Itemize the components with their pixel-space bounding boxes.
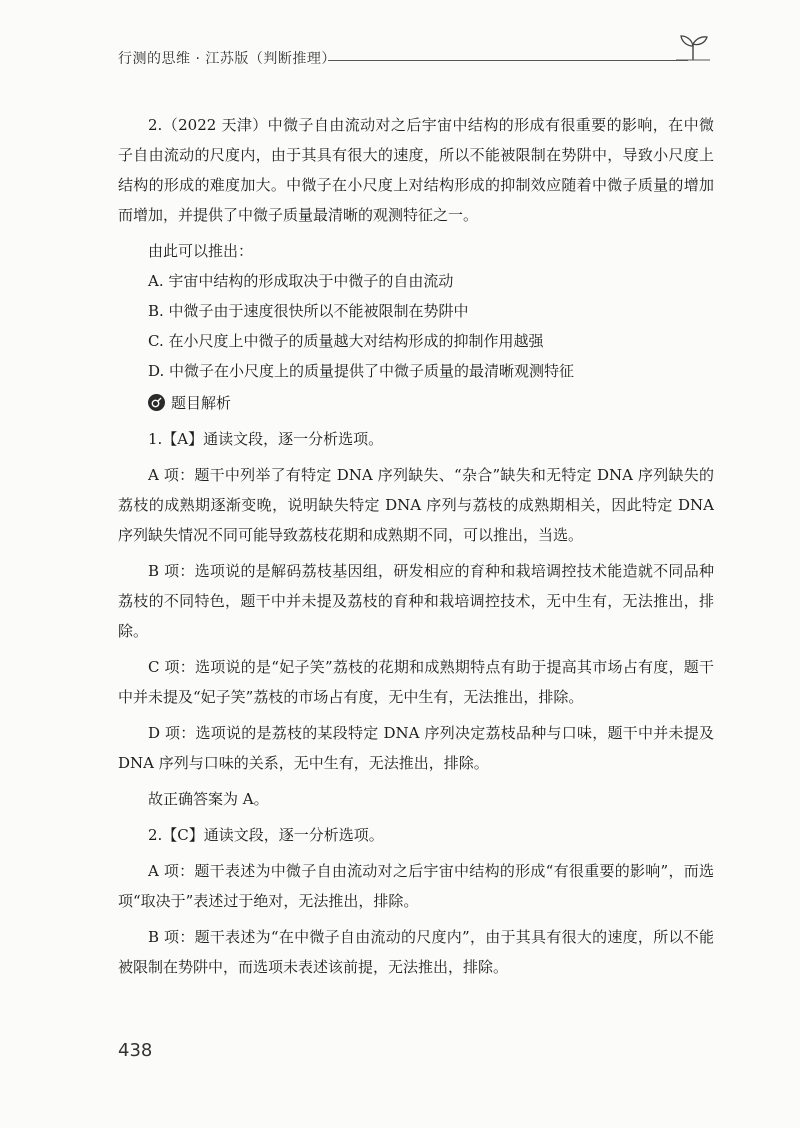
analysis-paragraph: A 项：题干中列举了有特定 DNA 序列缺失、“杂合”缺失和无特定 DNA 序列缺失的荔枝的成熟期逐渐变晚，说明缺失特定 DNA 序列与荔枝的成熟期相关，因此特定 DNA 序列缺失情况不同可能导致荔枝花期和成熟期不同，可以推出，当选。 xyxy=(118,466,714,544)
header-rule xyxy=(328,60,688,61)
analysis-paragraph: D 项：选项说的是荔枝的某段特定 DNA 序列决定荔枝品种与口味，题干中并未提及 DNA 序列与口味的关系，无中生有，无法推出，排除。 xyxy=(118,724,714,772)
question-stem: 2.（2022 天津）中微子自由流动对之后宇宙中结构的形成有很重要的影响，在中微子自由流动的尺度内，由于其具有很大的速度，所以不能被限制在势阱中，导致小尺度上结构的形成的难度加大。中微子在小尺度上对结构形成的抑制效应随着中微子质量的增加而增加，并提供了中微子质量最清晰的观测特征之一。 xyxy=(118,116,714,224)
running-header xyxy=(118,46,718,72)
analysis-paragraph: B 项：选项说的是解码荔枝基因组，研发相应的育种和栽培调控技术能造就不同品种荔枝的不同特色，题干中并未提及荔枝的育种和栽培调控技术，无中生有，无法推出，排除。 xyxy=(118,562,714,640)
option-b: B. 中微子由于速度很快所以不能被限制在势阱中 xyxy=(148,302,469,320)
header-title: 行测的思维 · 江苏版（判断推理） xyxy=(118,51,336,67)
analysis-paragraph: 2.【C】通读文段，逐一分析选项。 xyxy=(148,826,384,844)
analysis-icon xyxy=(148,394,165,411)
analysis-paragraph: 1.【A】通读文段，逐一分析选项。 xyxy=(148,430,384,448)
option-d: D. 中微子在小尺度上的质量提供了中微子质量的最清晰观测特征 xyxy=(148,362,575,380)
page-number: 438 xyxy=(118,1040,153,1061)
option-c: C. 在小尺度上中微子的质量越大对结构形成的抑制作用越强 xyxy=(148,332,544,350)
sprout-icon xyxy=(676,32,710,62)
page-content xyxy=(118,110,714,982)
analysis-heading-text: 题目解析 xyxy=(171,394,232,412)
analysis-paragraph: 故正确答案为 A。 xyxy=(148,790,269,808)
option-a: A. 宇宙中结构的形成取决于中微子的自由流动 xyxy=(148,272,454,290)
analysis-heading xyxy=(118,388,714,418)
analysis-paragraph: A 项：题干表述为中微子自由流动对之后宇宙中结构的形成“有很重要的影响”，而选项“取决于”表述过于绝对，无法推出，排除。 xyxy=(118,862,714,910)
analysis-paragraph: B 项：题干表述为“在中微子自由流动的尺度内”，由于其具有很大的速度，所以不能被限制在势阱中，而选项未表述该前提，无法推出，排除。 xyxy=(118,928,714,976)
analysis-paragraph: C 项：选项说的是“妃子笑”荔枝的花期和成熟期特点有助于提高其市场占有度，题干中并未提及“妃子笑”荔枝的市场占有度，无中生有，无法推出，排除。 xyxy=(118,658,714,706)
question-prompt: 由此可以推出： xyxy=(148,242,254,260)
